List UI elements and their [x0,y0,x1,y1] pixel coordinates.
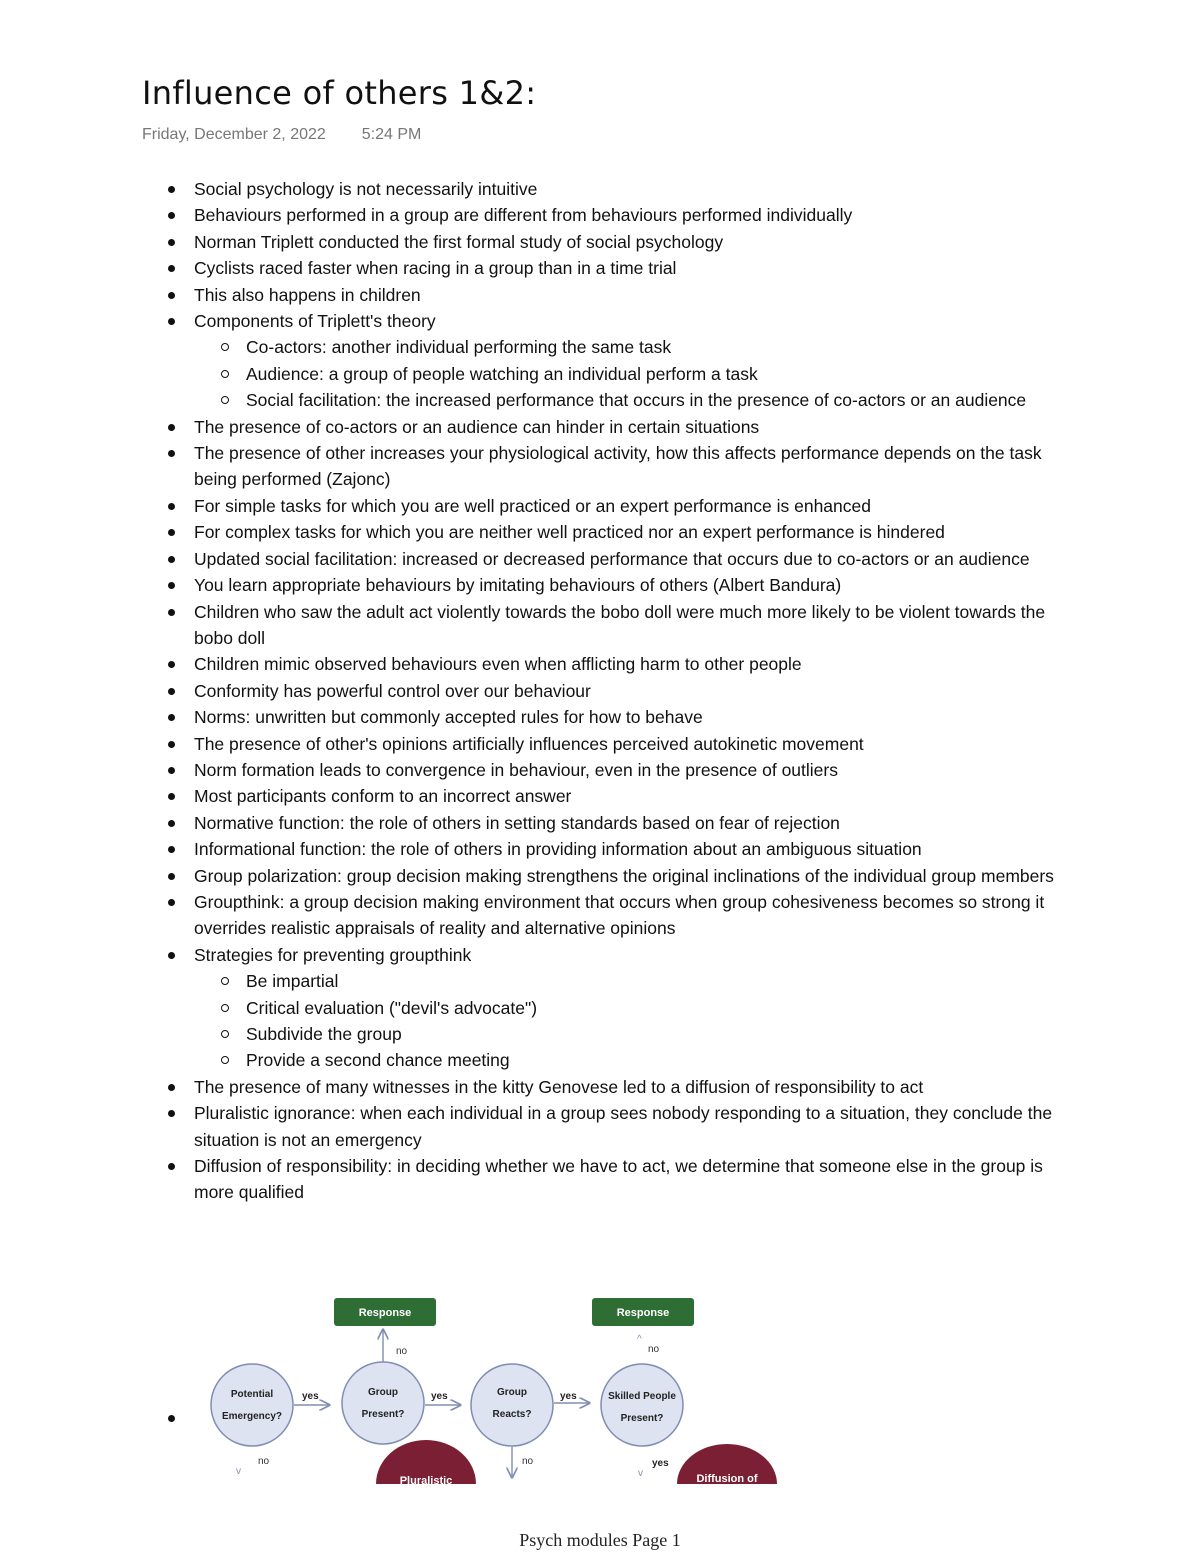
note-subitem: Audience: a group of people watching an individual perform a task [218,361,1066,387]
caret-down-1: v [236,1466,241,1477]
svg-text:Diffusion of: Diffusion of [696,1473,758,1485]
svg-text:yes: yes [560,1391,577,1402]
page-footer: Psych modules Page 1 [519,1530,681,1550]
note-text: The presence of other's opinions artificially influences perceived autokinetic movement [194,733,864,754]
note-item [166,1153,1066,1206]
note-item [166,810,1066,836]
note-text: This also happens in children [194,284,421,305]
svg-text:yes: yes [431,1391,448,1402]
note-subitem: Provide a second chance meeting [218,1047,1066,1073]
note-item [166,783,1066,809]
note-sublist [194,968,1066,1074]
svg-text:Pluralistic: Pluralistic [399,1475,453,1487]
response-label-left: Response [358,1307,412,1319]
note-text: Children who saw the adult act violently towards the bobo doll were much more likely to be violent towards the bobo doll [194,601,1046,648]
label-yes-down-4: yes [652,1458,669,1469]
note-item [166,889,1066,942]
note-item [166,282,1066,308]
notes-list [166,176,1066,1206]
note-item [166,572,1066,598]
svg-text:Present?: Present? [620,1413,664,1424]
note-item [166,651,1066,677]
note-text: Components of Triplett's theory [194,311,436,332]
svg-text:Potential: Potential [230,1389,274,1400]
note-text: Conformity has powerful control over our behaviour [194,680,591,701]
note-item [166,414,1066,440]
node-potential-emergency [211,1364,293,1446]
note-text: Updated social facilitation: increased or decreased performance that occurs due to co-actors or an audience [194,548,1030,569]
note-text: Informational function: the role of others in providing information about an ambiguous situation [194,839,922,860]
note-item [166,440,1066,493]
diagram-bullet [168,1415,175,1422]
response-label-right: Response [616,1307,670,1319]
label-no-down-3: no [522,1456,534,1467]
node-group-reacts [471,1364,553,1446]
page-date: Friday, December 2, 2022 [142,126,326,143]
note-text: Normative function: the role of others in setting standards based on fear of rejection [194,812,840,833]
note-text: Behaviours performed in a group are different from behaviours performed individually [194,205,853,226]
note-item [166,757,1066,783]
note-subitem: Social facilitation: the increased performance that occurs in the presence of co-actors or an audience [218,387,1066,413]
node-group-present [342,1362,424,1444]
note-item [166,1100,1066,1153]
note-text: Norms: unwritten but commonly accepted rules for how to behave [194,707,703,728]
note-text: Diffusion of responsibility: in deciding whether we have to act, we determine that someone else in the group is more qualified [194,1156,1043,1203]
page-time: 5:24 PM [361,126,422,143]
page-meta [142,126,421,144]
note-item [166,836,1066,862]
note-text: Cyclists raced faster when racing in a group than in a time trial [194,258,677,279]
note-text: Norman Triplett conducted the first formal study of social psychology [194,231,724,252]
note-subitem: Be impartial [218,968,1066,994]
label-no-down-1: no [258,1456,270,1467]
note-item [166,863,1066,889]
note-text: Pluralistic ignorance: when each individual in a group sees nobody responding to a situation, they conclude the situation is not an emergency [194,1103,1053,1150]
note-item [166,942,1066,1074]
note-item [166,1074,1066,1100]
note-item [166,493,1066,519]
note-subitem: Co-actors: another individual performing the same task [218,334,1066,360]
note-subitem: Subdivide the group [218,1021,1066,1047]
note-text: Social psychology is not necessarily intuitive [194,179,538,199]
svg-text:Reacts?: Reacts? [492,1409,532,1420]
note-subitem: Critical evaluation ("devil's advocate") [218,995,1066,1021]
note-text: The presence of many witnesses in the kitty Genovese led to a diffusion of responsibility to act [194,1076,924,1097]
note-text: Most participants conform to an incorrect answer [194,786,572,807]
caret-down-4: v [638,1468,643,1479]
note-text: Strategies for preventing groupthink [194,944,472,965]
note-item [166,678,1066,704]
svg-text:Skilled People: Skilled People [608,1391,676,1402]
note-item [166,546,1066,572]
note-item [166,731,1066,757]
svg-text:Group: Group [368,1387,398,1398]
page-title: Influence of others 1&2: [142,74,537,112]
note-item [166,308,1066,414]
note-item [166,255,1066,281]
caret-up-right: ^ [637,1334,642,1345]
note-text: Group polarization: group decision making strengthens the original inclinations of the individual group members [194,865,1054,886]
node-skilled-people-present [601,1364,683,1446]
note-text: For complex tasks for which you are neither well practiced nor an expert performance is hindered [194,522,945,543]
note-text: Groupthink: a group decision making environment that occurs when group cohesiveness becomes so strong it overrides realistic appraisals of reality and alternative opinions [194,891,1045,939]
note-item [166,176,1066,202]
note-text: The presence of co-actors or an audience can hinder in certain situations [194,416,760,437]
note-text: Norm formation leads to convergence in behaviour, even in the presence of outliers [194,759,838,780]
svg-text:yes: yes [302,1391,319,1402]
note-item [166,599,1066,652]
note-text: You learn appropriate behaviours by imitating behaviours of others (Albert Bandura) [194,575,842,596]
svg-text:Emergency?: Emergency? [221,1411,283,1422]
note-item [166,704,1066,730]
note-item [166,202,1066,228]
note-item [166,229,1066,255]
note-text: The presence of other increases your physiological activity, how this affects performance depends on the task being performed (Zajonc) [194,443,1042,490]
note-text: Children mimic observed behaviours even when afflicting harm to other people [194,654,802,675]
svg-text:Group: Group [497,1387,527,1398]
label-no-up-right: no [648,1344,660,1355]
note-sublist [194,334,1066,413]
label-no-up-left: no [396,1346,408,1357]
svg-text:Present?: Present? [361,1409,405,1420]
note-text: For simple tasks for which you are well practiced or an expert performance is enhanced [194,495,871,516]
bystander-flowchart [200,1292,800,1487]
note-item [166,519,1066,545]
